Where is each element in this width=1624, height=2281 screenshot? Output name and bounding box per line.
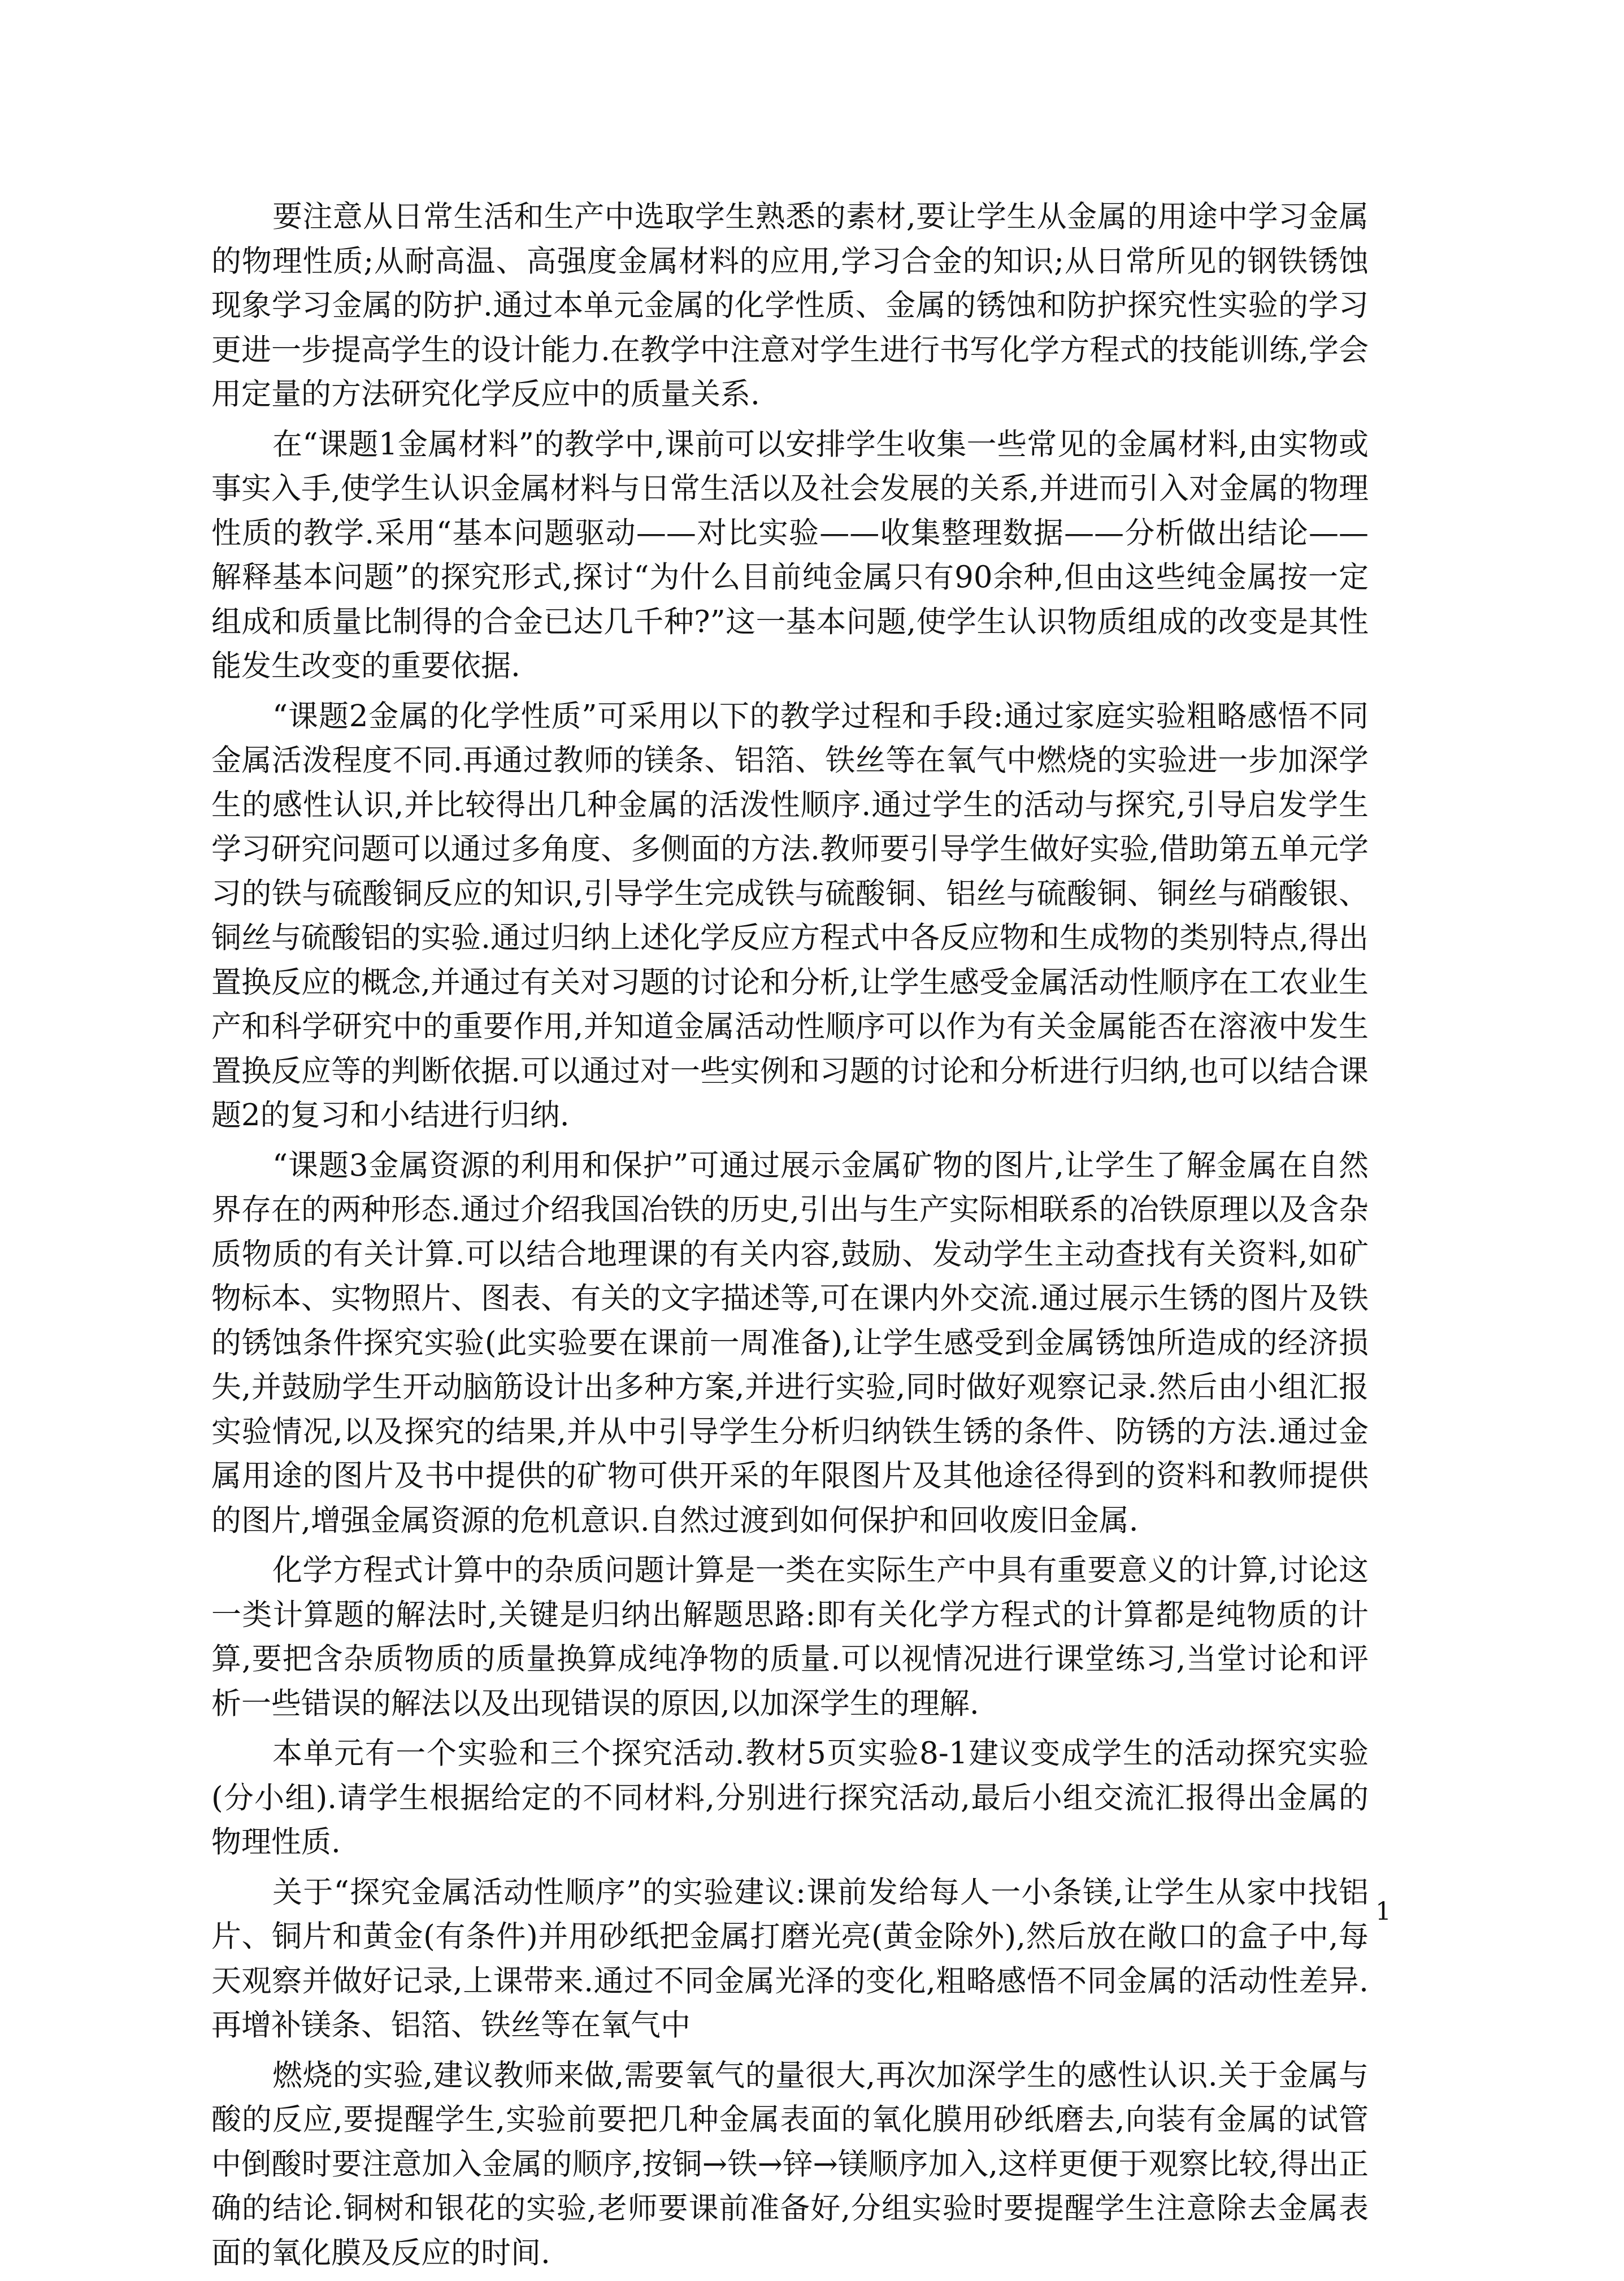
body-text	[211, 195, 1369, 2281]
paragraph-3: “课题2金属的化学性质”可采用以下的教学过程和手段:通过家庭实验粗略感悟不同金属活泼程度不同.再通过教师的镁条、铝箔、铁丝等在氧气中燃烧的实验进一步加深学生的感性认识,并比较得出几种金属的活泼性顺序.通过学生的活动与探究,引导启发学生学习研究问题可以通过多角度、多侧面的方法.教师要引导学生做好实验,借助第五单元学习的铁与硫酸铜反应的知识,引导学生完成铁与硫酸铜、铝丝与硫酸铜、铜丝与硝酸银、铜丝与硫酸铝的实验.通过归纳上述化学反应方程式中各反应物和生成物的类别特点,得出置换反应的概念,并通过有关对习题的讨论和分析,让学生感受金属活动性顺序在工农业生产和科学研究中的重要作用,并知道金属活动性顺序可以作为有关金属能否在溶液中发生置换反应等的判断依据.可以通过对一些实例和习题的讨论和分析进行归纳,也可以结合课题2的复习和小结进行归纳.	[211, 699, 1369, 1133]
paragraph-6: 本单元有一个实验和三个探究活动.教材5页实验8-1建议变成学生的活动探究实验(分小组).请学生根据给定的不同材料,分别进行探究活动,最后小组交流汇报得出金属的物理性质.	[211, 1736, 1369, 1859]
paragraph-8: 燃烧的实验,建议教师来做,需要氧气的量很大,再次加深学生的感性认识.关于金属与酸的反应,要提醒学生,实验前要把几种金属表面的氧化膜用砂纸磨去,向装有金属的试管中倒酸时要注意加入金属的顺序,按铜→铁→锌→镁顺序加入,这样更便于观察比较,得出正确的结论.铜树和银花的实验,老师要课前准备好,分组实验时要提醒学生注意除去金属表面的氧化膜及反应的时间.	[211, 2058, 1369, 2270]
page-number: 1	[1375, 1897, 1391, 1926]
paragraph-4: “课题3金属资源的利用和保护”可通过展示金属矿物的图片,让学生了解金属在自然界存在的两种形态.通过介绍我国冶铁的历史,引出与生产实际相联系的冶铁原理以及含杂质物质的有关计算.可以结合地理课的有关内容,鼓励、发动学生主动查找有关资料,如矿物标本、实物照片、图表、有关的文字描述等,可在课内外交流.通过展示生锈的图片及铁的锈蚀条件探究实验(此实验要在课前一周准备),让学生感受到金属锈蚀所造成的经济损失,并鼓励学生开动脑筋设计出多种方案,并进行实验,同时做好观察记录.然后由小组汇报实验情况,以及探究的结果,并从中引导学生分析归纳铁生锈的条件、防锈的方法.通过金属用途的图片及书中提供的矿物可供开采的年限图片及其他途径得到的资料和教师提供的图片,增强金属资源的危机意识.自然过渡到如何保护和回收废旧金属.	[211, 1148, 1369, 1538]
paragraph-5: 化学方程式计算中的杂质问题计算是一类在实际生产中具有重要意义的计算,讨论这一类计算题的解法时,关键是归纳出解题思路:即有关化学方程式的计算都是纯物质的计算,要把含杂质物质的质量换算成纯净物的质量.可以视情况进行课堂练习,当堂讨论和评析一些错误的解法以及出现错误的原因,以加深学生的理解.	[211, 1553, 1369, 1721]
paragraph-2: 在“课题1金属材料”的教学中,课前可以安排学生收集一些常见的金属材料,由实物或事实入手,使学生认识金属材料与日常生活以及社会发展的关系,并进而引入对金属的物理性质的教学.采用“基本问题驱动——对比实验——收集整理数据——分析做出结论——解释基本问题”的探究形式,探讨“为什么目前纯金属只有90余种,但由这些纯金属按一定组成和质量比制得的合金已达几千种?”这一基本问题,使学生认识物质组成的改变是其性能发生改变的重要依据.	[211, 427, 1369, 683]
paragraph-7: 关于“探究金属活动性顺序”的实验建议:课前发给每人一小条镁,让学生从家中找铝片、铜片和黄金(有条件)并用砂纸把金属打磨光亮(黄金除外),然后放在敞口的盒子中,每天观察并做好记录,上课带来.通过不同金属光泽的变化,粗略感悟不同金属的活动性差异.再增补镁条、铝箔、铁丝等在氧气中	[211, 1875, 1369, 2043]
paragraph-1: 要注意从日常生活和生产中选取学生熟悉的素材,要让学生从金属的用途中学习金属的物理性质;从耐高温、高强度金属材料的应用,学习合金的知识;从日常所见的钢铁锈蚀现象学习金属的防护.通过本单元金属的化学性质、金属的锈蚀和防护探究性实验的学习更进一步提高学生的设计能力.在教学中注意对学生进行书写化学方程式的技能训练,学会用定量的方法研究化学反应中的质量关系.	[211, 200, 1369, 411]
